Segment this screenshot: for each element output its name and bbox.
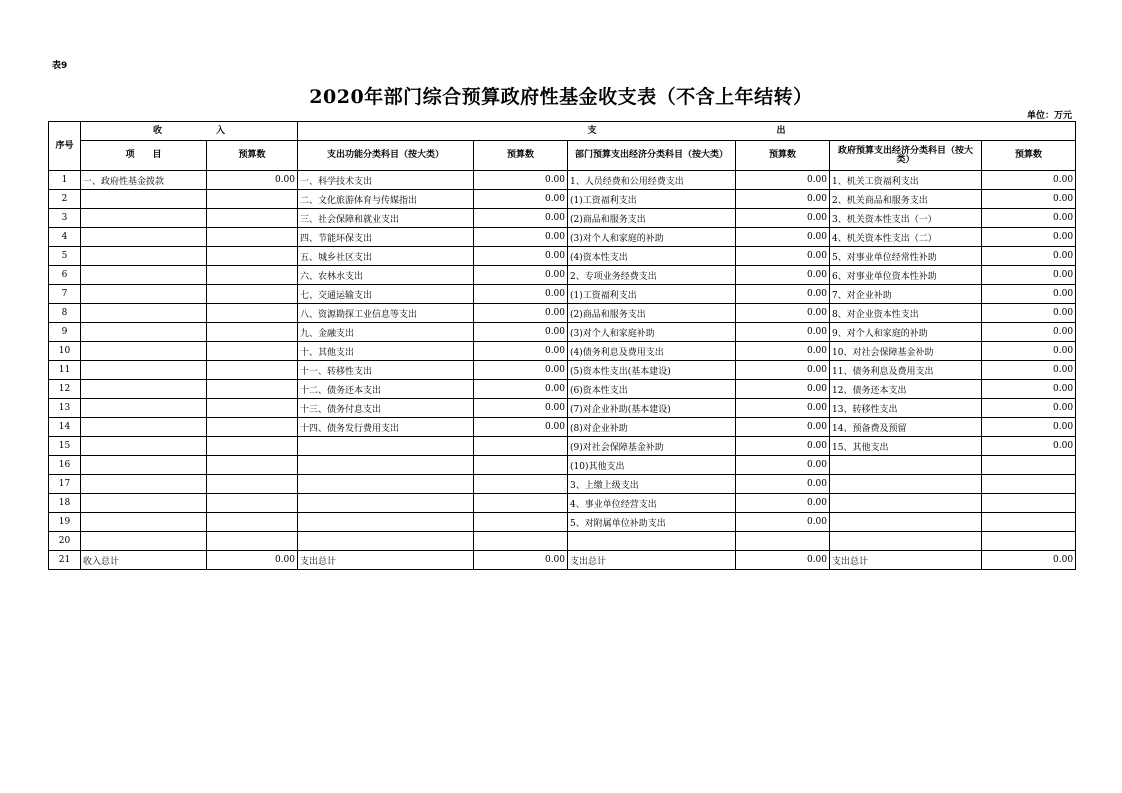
income-item-cell xyxy=(81,209,207,228)
income-item-cell xyxy=(81,228,207,247)
func-amount-cell xyxy=(474,494,568,513)
gov-econ-category-cell xyxy=(830,513,982,532)
gov-econ-category-cell: 10、对社会保障基金补助 xyxy=(830,342,982,361)
income-amount-cell xyxy=(207,342,298,361)
income-item-cell xyxy=(81,437,207,456)
func-category-cell: 五、城乡社区支出 xyxy=(298,247,474,266)
func-amount-cell: 0.00 xyxy=(474,323,568,342)
header-func-budget: 预算数 xyxy=(474,141,568,171)
table-row xyxy=(49,551,1076,570)
table-row xyxy=(49,304,1076,323)
header-gov-budget: 预算数 xyxy=(982,141,1076,171)
func-amount-cell: 0.00 xyxy=(474,190,568,209)
gov-econ-category-cell: 12、债务还本支出 xyxy=(830,380,982,399)
func-amount-cell xyxy=(474,475,568,494)
income-amount-cell xyxy=(207,285,298,304)
dept-amount-cell: 0.00 xyxy=(736,190,830,209)
gov-amount-cell: 0.00 xyxy=(982,380,1076,399)
dept-econ-category-cell: (3)对个人和家庭补助 xyxy=(568,323,736,342)
income-amount-cell xyxy=(207,513,298,532)
gov-econ-category-cell: 5、对事业单位经常性补助 xyxy=(830,247,982,266)
income-item-cell xyxy=(81,475,207,494)
income-item-cell xyxy=(81,494,207,513)
dept-econ-category-cell: 2、专项业务经费支出 xyxy=(568,266,736,285)
dept-amount-cell: 0.00 xyxy=(736,513,830,532)
dept-econ-category-cell: 3、上缴上级支出 xyxy=(568,475,736,494)
gov-econ-category-cell: 13、转移性支出 xyxy=(830,399,982,418)
header-income-budget: 预算数 xyxy=(207,141,298,171)
income-amount-cell xyxy=(207,266,298,285)
dept-amount-cell: 0.00 xyxy=(736,361,830,380)
income-amount-cell xyxy=(207,494,298,513)
gov-amount-cell: 0.00 xyxy=(982,285,1076,304)
table-row xyxy=(49,399,1076,418)
dept-amount-cell: 0.00 xyxy=(736,171,830,190)
gov-econ-category-cell: 支出总计 xyxy=(830,551,982,570)
table-row xyxy=(49,456,1076,475)
dept-econ-category-cell: (1)工资福利支出 xyxy=(568,190,736,209)
gov-econ-category-cell: 15、其他支出 xyxy=(830,437,982,456)
income-item-cell xyxy=(81,380,207,399)
gov-amount-cell: 0.00 xyxy=(982,171,1076,190)
gov-amount-cell: 0.00 xyxy=(982,551,1076,570)
income-item-cell xyxy=(81,190,207,209)
income-amount-cell xyxy=(207,475,298,494)
gov-econ-category-cell xyxy=(830,532,982,551)
header-income-item: 项 目 xyxy=(81,141,207,171)
income-amount-cell xyxy=(207,437,298,456)
func-amount-cell: 0.00 xyxy=(474,361,568,380)
gov-econ-category-cell: 9、对个人和家庭的补助 xyxy=(830,323,982,342)
func-amount-cell xyxy=(474,437,568,456)
func-amount-cell: 0.00 xyxy=(474,285,568,304)
row-seq-cell: 10 xyxy=(49,342,81,361)
func-category-cell: 十一、转移性支出 xyxy=(298,361,474,380)
func-category-cell: 一、科学技术支出 xyxy=(298,171,474,190)
income-amount-cell xyxy=(207,456,298,475)
row-seq-cell: 5 xyxy=(49,247,81,266)
gov-amount-cell xyxy=(982,494,1076,513)
income-item-cell xyxy=(81,266,207,285)
dept-amount-cell: 0.00 xyxy=(736,304,830,323)
gov-amount-cell xyxy=(982,513,1076,532)
dept-amount-cell: 0.00 xyxy=(736,209,830,228)
gov-amount-cell: 0.00 xyxy=(982,361,1076,380)
gov-amount-cell: 0.00 xyxy=(982,323,1076,342)
table-row xyxy=(49,513,1076,532)
gov-amount-cell: 0.00 xyxy=(982,342,1076,361)
dept-amount-cell: 0.00 xyxy=(736,342,830,361)
func-amount-cell: 0.00 xyxy=(474,304,568,323)
dept-amount-cell: 0.00 xyxy=(736,399,830,418)
table-row xyxy=(49,380,1076,399)
gov-econ-category-cell: 7、对企业补助 xyxy=(830,285,982,304)
gov-econ-category-cell: 6、对事业单位资本性补助 xyxy=(830,266,982,285)
gov-econ-category-cell xyxy=(830,456,982,475)
gov-amount-cell xyxy=(982,475,1076,494)
func-category-cell: 十三、债务付息支出 xyxy=(298,399,474,418)
income-amount-cell xyxy=(207,304,298,323)
table-row xyxy=(49,171,1076,190)
gov-amount-cell: 0.00 xyxy=(982,190,1076,209)
income-amount-cell xyxy=(207,228,298,247)
row-seq-cell: 18 xyxy=(49,494,81,513)
dept-econ-category-cell: (6)资本性支出 xyxy=(568,380,736,399)
row-seq-cell: 15 xyxy=(49,437,81,456)
table-row xyxy=(49,494,1076,513)
table-row xyxy=(49,209,1076,228)
income-amount-cell xyxy=(207,209,298,228)
func-category-cell xyxy=(298,532,474,551)
header-income-group: 收 入 xyxy=(81,122,298,141)
table-body xyxy=(49,171,1076,570)
income-amount-cell xyxy=(207,399,298,418)
dept-econ-category-cell: 4、事业单位经营支出 xyxy=(568,494,736,513)
func-category-cell: 六、农林水支出 xyxy=(298,266,474,285)
func-amount-cell: 0.00 xyxy=(474,247,568,266)
dept-amount-cell: 0.00 xyxy=(736,285,830,304)
func-category-cell: 支出总计 xyxy=(298,551,474,570)
header-seq: 序号 xyxy=(49,122,81,171)
header-expense-group: 支 出 xyxy=(298,122,1076,141)
dept-amount-cell: 0.00 xyxy=(736,228,830,247)
table-row xyxy=(49,323,1076,342)
income-item-cell xyxy=(81,399,207,418)
gov-amount-cell: 0.00 xyxy=(982,209,1076,228)
dept-amount-cell xyxy=(736,532,830,551)
income-amount-cell xyxy=(207,247,298,266)
dept-econ-category-cell xyxy=(568,532,736,551)
gov-econ-category-cell xyxy=(830,494,982,513)
dept-econ-category-cell: (5)资本性支出(基本建设) xyxy=(568,361,736,380)
dept-econ-category-cell: (10)其他支出 xyxy=(568,456,736,475)
gov-amount-cell xyxy=(982,456,1076,475)
income-item-cell xyxy=(81,304,207,323)
gov-econ-category-cell: 1、机关工资福利支出 xyxy=(830,171,982,190)
func-category-cell: 十四、债务发行费用支出 xyxy=(298,418,474,437)
gov-amount-cell: 0.00 xyxy=(982,247,1076,266)
table-row xyxy=(49,285,1076,304)
dept-amount-cell: 0.00 xyxy=(736,380,830,399)
header-func-category: 支出功能分类科目（按大类） xyxy=(298,141,474,171)
table-row xyxy=(49,342,1076,361)
dept-econ-category-cell: (8)对企业补助 xyxy=(568,418,736,437)
table-row xyxy=(49,418,1076,437)
gov-amount-cell: 0.00 xyxy=(982,418,1076,437)
row-seq-cell: 21 xyxy=(49,551,81,570)
dept-econ-category-cell: (4)资本性支出 xyxy=(568,247,736,266)
dept-econ-category-cell: 5、对附属单位补助支出 xyxy=(568,513,736,532)
func-category-cell xyxy=(298,437,474,456)
func-category-cell: 十、其他支出 xyxy=(298,342,474,361)
income-amount-cell: 0.00 xyxy=(207,551,298,570)
dept-amount-cell: 0.00 xyxy=(736,323,830,342)
dept-amount-cell: 0.00 xyxy=(736,494,830,513)
func-amount-cell xyxy=(474,532,568,551)
budget-table xyxy=(48,121,1076,570)
dept-econ-category-cell: 1、人员经费和公用经费支出 xyxy=(568,171,736,190)
row-seq-cell: 2 xyxy=(49,190,81,209)
row-seq-cell: 12 xyxy=(49,380,81,399)
income-item-cell: 一、政府性基金拨款 xyxy=(81,171,207,190)
func-category-cell xyxy=(298,494,474,513)
func-amount-cell xyxy=(474,456,568,475)
dept-amount-cell: 0.00 xyxy=(736,247,830,266)
func-category-cell: 四、节能环保支出 xyxy=(298,228,474,247)
row-seq-cell: 14 xyxy=(49,418,81,437)
income-amount-cell xyxy=(207,361,298,380)
func-amount-cell: 0.00 xyxy=(474,228,568,247)
income-item-cell xyxy=(81,532,207,551)
gov-econ-category-cell: 8、对企业资本性支出 xyxy=(830,304,982,323)
table-row xyxy=(49,266,1076,285)
dept-econ-category-cell: (2)商品和服务支出 xyxy=(568,209,736,228)
income-amount-cell xyxy=(207,190,298,209)
row-seq-cell: 9 xyxy=(49,323,81,342)
dept-econ-category-cell: (4)债务利息及费用支出 xyxy=(568,342,736,361)
func-category-cell: 八、资源勘探工业信息等支出 xyxy=(298,304,474,323)
income-item-cell xyxy=(81,323,207,342)
row-seq-cell: 1 xyxy=(49,171,81,190)
gov-econ-category-cell: 11、债务利息及费用支出 xyxy=(830,361,982,380)
header-gov-econ-category: 政府预算支出经济分类科目（按大类） xyxy=(830,141,982,171)
gov-econ-category-cell: 14、预备费及预留 xyxy=(830,418,982,437)
func-amount-cell: 0.00 xyxy=(474,551,568,570)
row-seq-cell: 4 xyxy=(49,228,81,247)
func-amount-cell: 0.00 xyxy=(474,171,568,190)
table-row xyxy=(49,532,1076,551)
income-amount-cell xyxy=(207,380,298,399)
table-row xyxy=(49,437,1076,456)
income-item-cell xyxy=(81,456,207,475)
dept-econ-category-cell: (9)对社会保障基金补助 xyxy=(568,437,736,456)
table-row xyxy=(49,228,1076,247)
dept-amount-cell: 0.00 xyxy=(736,437,830,456)
dept-amount-cell: 0.00 xyxy=(736,418,830,437)
income-item-cell xyxy=(81,513,207,532)
gov-amount-cell: 0.00 xyxy=(982,437,1076,456)
func-amount-cell xyxy=(474,513,568,532)
row-seq-cell: 7 xyxy=(49,285,81,304)
gov-amount-cell: 0.00 xyxy=(982,266,1076,285)
gov-econ-category-cell: 3、机关资本性支出（一） xyxy=(830,209,982,228)
gov-econ-category-cell: 2、机关商品和服务支出 xyxy=(830,190,982,209)
func-category-cell xyxy=(298,513,474,532)
header-dept-econ-category: 部门预算支出经济分类科目（按大类） xyxy=(568,141,736,171)
income-amount-cell xyxy=(207,418,298,437)
row-seq-cell: 11 xyxy=(49,361,81,380)
income-amount-cell xyxy=(207,323,298,342)
table-row xyxy=(49,247,1076,266)
func-category-cell: 九、金融支出 xyxy=(298,323,474,342)
func-amount-cell: 0.00 xyxy=(474,209,568,228)
func-amount-cell: 0.00 xyxy=(474,342,568,361)
income-item-cell xyxy=(81,361,207,380)
unit-label: 单位：万元 xyxy=(1026,111,1072,121)
func-amount-cell: 0.00 xyxy=(474,399,568,418)
dept-amount-cell: 0.00 xyxy=(736,551,830,570)
dept-econ-category-cell: (1)工资福利支出 xyxy=(568,285,736,304)
income-item-cell xyxy=(81,418,207,437)
row-seq-cell: 17 xyxy=(49,475,81,494)
income-item-cell xyxy=(81,285,207,304)
gov-amount-cell: 0.00 xyxy=(982,304,1076,323)
func-amount-cell: 0.00 xyxy=(474,380,568,399)
gov-amount-cell: 0.00 xyxy=(982,399,1076,418)
table-row xyxy=(49,475,1076,494)
func-category-cell: 三、社会保障和就业支出 xyxy=(298,209,474,228)
row-seq-cell: 8 xyxy=(49,304,81,323)
func-amount-cell: 0.00 xyxy=(474,418,568,437)
func-amount-cell: 0.00 xyxy=(474,266,568,285)
table-row xyxy=(49,190,1076,209)
row-seq-cell: 6 xyxy=(49,266,81,285)
row-seq-cell: 19 xyxy=(49,513,81,532)
header-dept-budget: 预算数 xyxy=(736,141,830,171)
dept-econ-category-cell: (7)对企业补助(基本建设) xyxy=(568,399,736,418)
gov-econ-category-cell: 4、机关资本性支出（二） xyxy=(830,228,982,247)
func-category-cell xyxy=(298,456,474,475)
row-seq-cell: 13 xyxy=(49,399,81,418)
income-amount-cell xyxy=(207,532,298,551)
dept-amount-cell: 0.00 xyxy=(736,456,830,475)
gov-amount-cell xyxy=(982,532,1076,551)
table-row xyxy=(49,361,1076,380)
func-category-cell: 十二、债务还本支出 xyxy=(298,380,474,399)
dept-econ-category-cell: (3)对个人和家庭的补助 xyxy=(568,228,736,247)
dept-econ-category-cell: (2)商品和服务支出 xyxy=(568,304,736,323)
func-category-cell: 七、交通运输支出 xyxy=(298,285,474,304)
income-item-cell xyxy=(81,342,207,361)
row-seq-cell: 20 xyxy=(49,532,81,551)
dept-amount-cell: 0.00 xyxy=(736,266,830,285)
gov-amount-cell: 0.00 xyxy=(982,228,1076,247)
dept-amount-cell: 0.00 xyxy=(736,475,830,494)
page-title: 2020年部门综合预算政府性基金收支表（不含上年结转） xyxy=(309,86,813,108)
dept-econ-category-cell: 支出总计 xyxy=(568,551,736,570)
func-category-cell: 二、文化旅游体育与传媒指出 xyxy=(298,190,474,209)
func-category-cell xyxy=(298,475,474,494)
table-number-label: 表9 xyxy=(52,61,68,71)
income-item-cell: 收入总计 xyxy=(81,551,207,570)
row-seq-cell: 16 xyxy=(49,456,81,475)
income-item-cell xyxy=(81,247,207,266)
row-seq-cell: 3 xyxy=(49,209,81,228)
income-amount-cell: 0.00 xyxy=(207,171,298,190)
gov-econ-category-cell xyxy=(830,475,982,494)
